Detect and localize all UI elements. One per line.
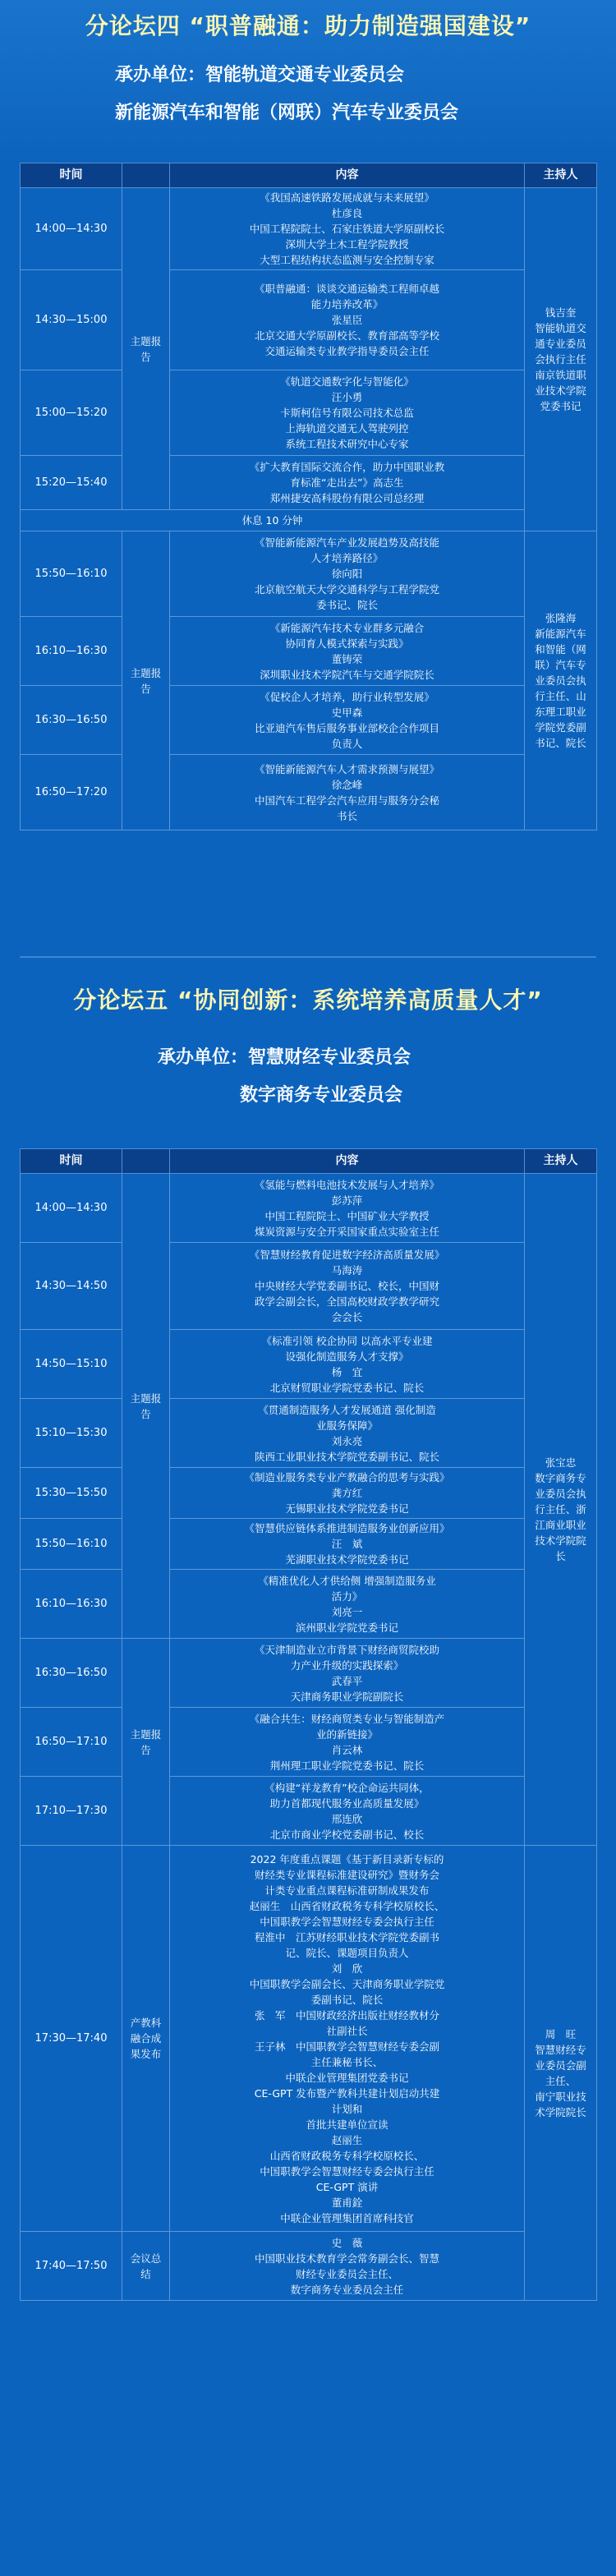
table-row-time: 15:50—16:10 xyxy=(21,1519,122,1570)
section-divider xyxy=(20,956,596,958)
table-row-time: 15:00—15:20 xyxy=(21,370,122,456)
talk-content: 《职普融通：谈谈交通运输类工程师卓越 能力培养改革》 张星臣 北京交通大学原副校长、教育部高等学校 交通运输类专业教学指导委员会主任 xyxy=(170,270,525,370)
table-row-time: 17:30—17:40 xyxy=(21,1846,122,2232)
table-row-time: 15:10—15:30 xyxy=(21,1399,122,1468)
talk-content: 《轨道交通数字化与智能化》 汪小勇 卡斯柯信号有限公司技术总监 上海轨道交通无人驾驶列控 系统工程技术研究中心专家 xyxy=(170,370,525,456)
table-row-time: 16:30—16:50 xyxy=(21,686,122,755)
header-time: 时间 xyxy=(21,163,122,188)
talk-content: 史 薇 中国职业技术教育学会常务副会长、智慧 财经专业委员会主任、 数字商务专业委员会主任 xyxy=(170,2232,525,2301)
session-type: 产教科融合成果发布 xyxy=(122,1846,170,2232)
moderator: 周 旺 智慧财经专 业委员会副 主任、 南宁职业技 术学院院长 xyxy=(525,1846,597,2301)
talk-content: 《促校企人才培养，助行业转型发展》 史甲森 比亚迪汽车售后服务事业部校企合作项目 负责人 xyxy=(170,686,525,755)
forum4-host-1: 承办单位：智能轨道交通专业委员会 xyxy=(115,65,405,85)
table-row-time: 16:10—16:30 xyxy=(21,617,122,686)
table-row-time: 17:40—17:50 xyxy=(21,2232,122,2301)
forum5-schedule-table xyxy=(20,1148,597,2301)
session-type: 主题报告 xyxy=(122,1174,170,1639)
table-row-time: 16:50—17:10 xyxy=(21,1708,122,1777)
session-type: 主题报告 xyxy=(122,188,170,510)
talk-content: 《精准优化人才供给侧 增强制造服务业 活力》 刘亮一 滨州职业学院党委书记 xyxy=(170,1570,525,1639)
talk-content: 《我国高速铁路发展成就与未来展望》 杜彦良 中国工程院院士、石家庄铁道大学原副校长 深圳大学土木工程学院教授 大型工程结构状态监测与安全控制专家 xyxy=(170,188,525,270)
forum4-schedule-table xyxy=(20,163,597,830)
moderator: 张隆海 新能源汽车 和智能（网 联）汽车专 业委员会执 行主任、山 东理工职业 学院党委副 书记、院长 xyxy=(525,531,597,830)
moderator: 钱吉奎 智能轨道交 通专业委员 会执行主任 南京铁道职 业技术学院 党委书记 xyxy=(525,188,597,531)
header-host: 主持人 xyxy=(525,1149,597,1174)
talk-content: 《氢能与燃料电池技术发展与人才培养》 彭苏萍 中国工程院院士、中国矿业大学教授 煤炭资源与安全开采国家重点实验室主任 xyxy=(170,1174,525,1243)
table-row-time: 16:30—16:50 xyxy=(21,1639,122,1708)
table-row-time: 14:00—14:30 xyxy=(21,188,122,270)
forum5-title: 分论坛五 “协同创新：系统培养高质量人才” xyxy=(73,987,543,1014)
talk-content: 《贯通制造服务人才发展通道 强化制造 业服务保障》 刘永亮 陕西工业职业技术学院党委副书记、院长 xyxy=(170,1399,525,1468)
talk-content: 《智能新能源汽车产业发展趋势及高技能 人才培养路径》 徐向阳 北京航空航天大学交通科学与工程学院党 委书记、院长 xyxy=(170,531,525,617)
session-type: 主题报告 xyxy=(122,1639,170,1846)
table-row-time: 14:30—15:00 xyxy=(21,270,122,370)
forum4-title: 分论坛四 “职普融通：助力制造强国建设” xyxy=(85,12,531,39)
table-row-time: 14:00—14:30 xyxy=(21,1174,122,1243)
table-row-time: 14:30—14:50 xyxy=(21,1243,122,1330)
header-host: 主持人 xyxy=(525,163,597,188)
talk-content: 《标准引领 校企协同 以高水平专业建 设强化制造服务人才支撑》 杨 宜 北京财贸职业学院党委书记、院长 xyxy=(170,1330,525,1399)
table-row-time: 15:20—15:40 xyxy=(21,456,122,510)
header-content: 内容 xyxy=(170,1149,525,1174)
talk-content: 《融合共生：财经商贸类专业与智能制造产 业的新链接》 肖云林 荆州理工职业学院党委书记、院长 xyxy=(170,1708,525,1777)
break-row: 休息 10 分钟 xyxy=(21,510,525,531)
talk-content: 《智慧供应链体系推进制造服务业创新应用》 汪 斌 芜湖职业技术学院党委书记 xyxy=(170,1519,525,1570)
talk-content: 《制造业服务类专业产教融合的思考与实践》 龚方红 无锡职业技术学院党委书记 xyxy=(170,1468,525,1519)
table-row-time: 17:10—17:30 xyxy=(21,1777,122,1846)
forum4-host-2: 新能源汽车和智能（网联）汽车专业委员会 xyxy=(115,103,459,123)
table-row-time: 15:50—16:10 xyxy=(21,531,122,617)
talk-content: 《新能源汽车技术专业群多元融合 协同育人模式探索与实践》 董铸荣 深圳职业技术学院汽车与交通学院院长 xyxy=(170,617,525,686)
table-row-time: 15:30—15:50 xyxy=(21,1468,122,1519)
table-row-time: 14:50—15:10 xyxy=(21,1330,122,1399)
moderator: 张宝忠 数字商务专 业委员会执 行主任、浙 江商业职业 技术学院院 长 xyxy=(525,1174,597,1846)
talk-content: 《天津制造业立市背景下财经商贸院校助 力产业升级的实践探索》 武春平 天津商务职业学院副院长 xyxy=(170,1639,525,1708)
forum5-host-2: 数字商务专业委员会 xyxy=(240,1085,403,1106)
talk-content: 《构建“祥龙教育”校企命运共同体， 助力首都现代服务业高质量发展》 邢连欣 北京市商业学校党委副书记、校长 xyxy=(170,1777,525,1846)
talk-content: 《智慧财经教育促进数字经济高质量发展》 马海涛 中央财经大学党委副书记、校长，中国财 政学会副会长，全国高校财政学教学研究 会会长 xyxy=(170,1243,525,1330)
forum5-host-1: 承办单位：智慧财经专业委员会 xyxy=(158,1047,411,1068)
session-type: 会议总结 xyxy=(122,2232,170,2301)
release-content: 2022 年度重点课题《基于新目录新专标的 财经类专业课程标准建设研究》暨财务会 计类专业重点课程标准研制成果发布 赵丽生 山西省财政税务专科学校原校长、 中国职教学会智慧财经专委会执行主任 程淮中 江苏财经职业技术学院党委副书 记、院长、课题项目负责人 刘 欣 中国职教学会副会长、天津商务职业学院党 委副书记、院长 张 军 中国财政经济出版社财经教材分 社副社长 王子林 中国职教学会智慧财经专委会副 主任兼秘书长、 中联企业管理集团党委书记 CE-GPT 发布暨产教科共建计划启动共建 计划和 首批共建单位宣读 赵丽生 山西省财政税务专科学校原校长、 中国职教学会智慧财经专委会执行主任 CE-GPT 演讲 董甫銓 中联企业管理集团首席科技官 xyxy=(170,1846,525,2232)
table-row-time: 16:50—17:20 xyxy=(21,755,122,830)
session-type: 主题报告 xyxy=(122,531,170,830)
header-time: 时间 xyxy=(21,1149,122,1174)
talk-content: 《智能新能源汽车人才需求预测与展望》 徐念峰 中国汽车工程学会汽车应用与服务分会秘 书长 xyxy=(170,755,525,830)
talk-content: 《扩大教育国际交流合作，助力中国职业教 育标准“走出去”》高志生 郑州捷安高科股份有限公司总经理 xyxy=(170,456,525,510)
table-row-time: 16:10—16:30 xyxy=(21,1570,122,1639)
header-content: 内容 xyxy=(170,163,525,188)
